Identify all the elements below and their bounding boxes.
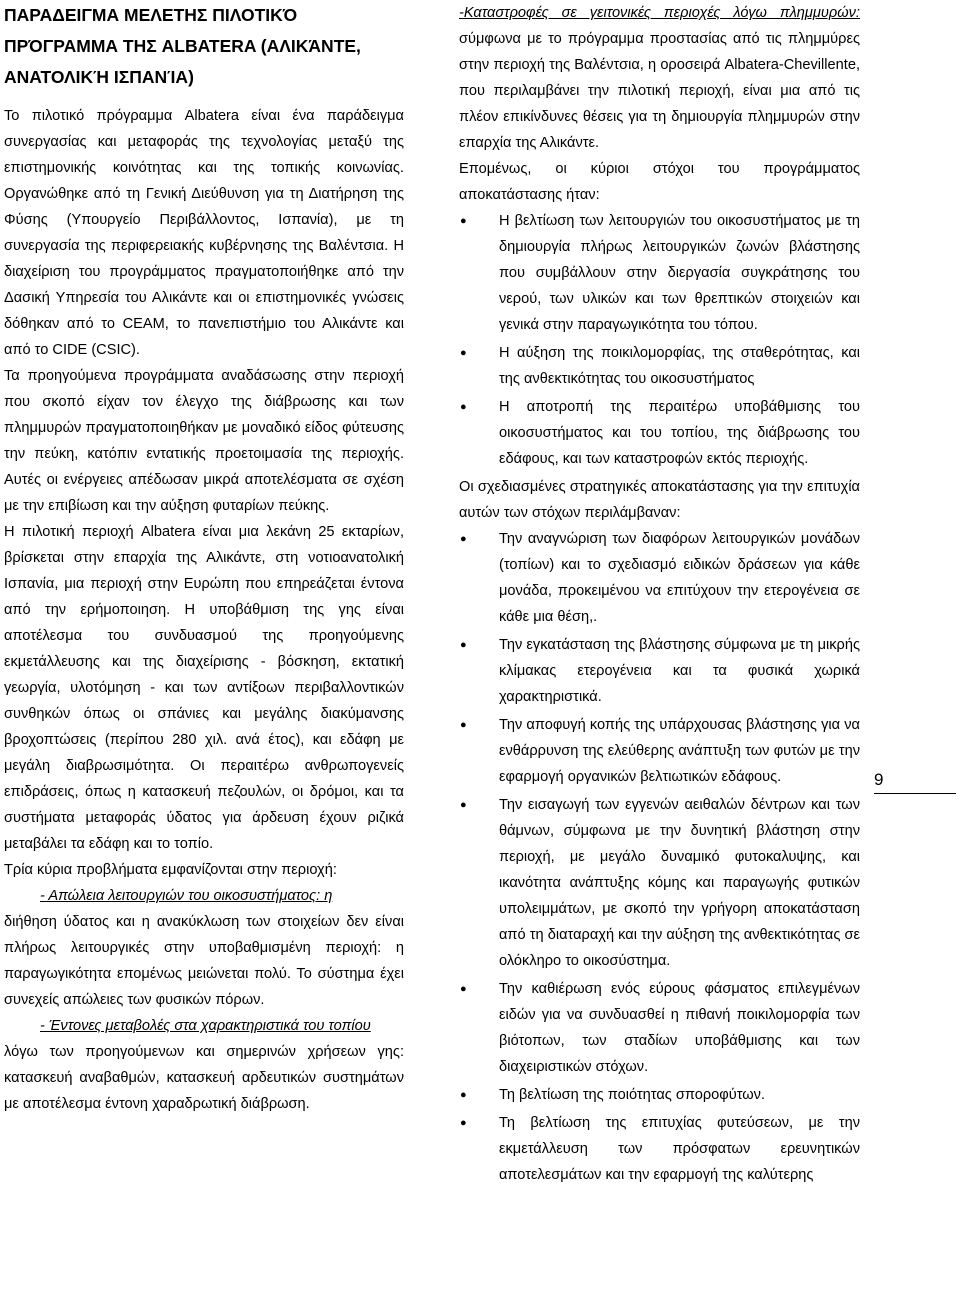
strategy-item: ● Την εισαγωγή των εγγενών αειθαλών δέντρων και των θάμνων, σύμφωνα με την δυνητική βλάστηση στην περιοχή, με μεγάλο δυναμικό φυτοκαλυψης, και ικανότητα ανάπτυξης κόμης και παραγωγής φυτικών υπολειμμάτων, με σκοπό την γρήγορη αποκατάσταση από τη διαταραχή και την αύξηση της ανθεκτικότητας σε ολόκληρο το οικοσύστημα. (459, 792, 860, 974)
right-column (459, 0, 860, 1190)
problems-intro: Τρία κύρια προβλήματα εμφανίζονται στην περιοχή: (4, 862, 337, 878)
title-line-2: ΠΡΌΓΡΑΜΜΑ ΤΗΣ ALBATERA (ΑΛΙΚΆΝΤΕ, ΑΝΑΤΟΛΙΚΉ ΙΣΠΑΝΊΑ) (4, 36, 361, 87)
strategies-list (459, 526, 860, 1188)
strategy-item: ● Την αποφυγή κοπής της υπάρχουσας βλάστησης για να ενθάρρυνση της ελεύθερης ανάπτυξη των φυτών με την εφαρμογή οργανικών βελτιωτικών εδάφους. (459, 712, 860, 790)
page-title (4, 0, 404, 93)
problem-3-heading: -Καταστροφές σε γειτονικές περιοχές λόγω πλημμυρών: (459, 5, 860, 21)
goal-item: ● Η βελτίωση των λειτουργιών του οικοσυστήματος με τη δημιουργία πλήρως λειτουργικών ζωνών βλάστησης που συμβάλλουν στην διεργασία συγκράτησης του νερού, των υλικών και των θρεπτικών στοιχειών και γενικά στην παραγωγικότητα του τόπου. (459, 208, 860, 338)
strategy-item: ● Την εγκατάσταση της βλάστησης σύμφωνα με τη μικρής κλίμακας ετερογένεια και τα φυσικά χωρικά χαρακτηριστικά. (459, 632, 860, 710)
goal-item: ● Η αύξηση της ποικιλομορφίας, της σταθερότητας, και της ανθεκτικότητας του οικοσυστήματος (459, 340, 860, 392)
problem-1-heading: - Απώλεια λειτουργιών του οικοσυστήματος: η (40, 888, 333, 904)
strategy-item: ● Την αναγνώριση των διαφόρων λειτουργικών μονάδων (τοπίων) και το σχεδιασμό ειδικών δράσεων για κάθε μονάδα, προκειμένου να επιτύχουν την ετερογένεια σε κάθε μια θέση,. (459, 526, 860, 630)
page-number: 9 (874, 767, 956, 794)
title-line-1: ΠΑΡΑΔΕΙΓΜΑ ΜΕΛΕΤΗΣ ΠΙΛΟΤΙΚΌ (4, 5, 298, 25)
previous-programs-paragraph: Τα προηγούμενα προγράμματα αναδάσωσης στην περιοχή που σκοπό είχαν τον έλεγχο της διάβρωσης και των πλημμυρών πραγματοποιηθήκαν με μοναδικό είδος φύτευσης την πεύκη, κατόπιν εντατικής προετοιμασία της περιοχής. Αυτές οι ενέργειες απέδωσαν μικρά αποτελέσματα σε σχέση με την επιβίωση και την αύξηση φυταρίων πεύκης. (4, 368, 404, 514)
problem-3-text: σύμφωνα με το πρόγραμμα προστασίας από τις πλημμύρες στην περιοχή της Βαλέντσια, η οροσειρά Albatera-Chevillente, που περιλαμβάνει την πιλοτική περιοχή, είναι μια από τις πλέον επικίνδυνες θέσεις για τη δημιουργία πλημμυρών στην επαρχία της Αλικάντε. (459, 31, 860, 151)
problem-1-text: διήθηση ύδατος και η ανακύκλωση των στοιχείων δεν είναι πλήρως λειτουργικές στην υποβαθμισμένη περιοχή: η παραγωγικότητα επομένως μειώνεται πολύ. Το σύστημα έχει συνεχείς απώλειες των φυσικών πόρων. (4, 914, 404, 1008)
goals-list (459, 208, 860, 472)
strategy-item: ● Την καθιέρωση ενός εύρους φάσματος επιλεγμένων ειδών για να συνδυασθεί η πιθανή ποικιλομορφία των βιότοπων, των σταδίων υποβάθμισης και των διαχειριστικών στόχων. (459, 976, 860, 1080)
goal-item: ● Η αποτροπή της περαιτέρω υποβάθμισης του οικοσυστήματος και του τοπίου, της διάβρωσης του εδάφους, και των καταστροφών εκτός περιοχής. (459, 394, 860, 472)
strategy-item: ● Τη βελτίωση της ποιότητας σποροφύτων. (459, 1082, 860, 1108)
left-column (4, 0, 404, 1117)
problem-2-heading: - Έντονες μεταβολές στα χαρακτηριστικά του τοπίου (40, 1018, 371, 1034)
strategy-item: ● Τη βελτίωση της επιτυχίας φυτεύσεων, με την εκμετάλλευση των πρόσφατων ερευνητικών αποτελεσμάτων και την εφαρμογή της καλύτερης (459, 1110, 860, 1188)
problem-2-text: λόγω των προηγούμενων και σημερινών χρήσεων γης: κατασκευή αναβαθμών, κατασκευή αρδευτικών συστημάτων με αποτέλεσμα έντονη χαραδρωτική διάβρωση. (4, 1044, 404, 1112)
strategies-intro: Οι σχεδιασμένες στρατηγικές αποκατάστασης για την επιτυχία αυτών των στόχων περιλάμβαναν: (459, 479, 860, 521)
pilot-area-paragraph: Η πιλοτική περιοχή Albatera είναι μια λεκάνη 25 εκταρίων, βρίσκεται στην επαρχία της Αλικάντε, στη νοτιοανατολική Ισπανία, μια περιοχή στην Ευρώπη που επηρεάζεται έντονα από την ερήμοποιηση. Η υποβάθμιση της γης είναι αποτέλεσμα του συνδυασμού της προηγούμενης εκμετάλλευσης και της διαχείρισης - βόσκηση, εκτατική γεωργία, υλοτόμηση - και των αντίξοων περιβαλλοντικών συνθηκών όπως οι σπάνιες και μεγάλης διακύμανσης βροχοπτώσεις (περίπου 280 χιλ. ανά έτος), και εδάφη με μεγάλη διαβρωσιμότητα. Οι περαιτέρω ανθρωπογενείς επιδράσεις, όπως η κατασκευή πεζουλών, οι δρόμοι, και τα συστήματα μεταφοράς ύδατος για άρδευση έχουν ριζικά μεταβάλει τα εδάφη και το τοπίο. (4, 524, 404, 852)
goals-intro: Επομένως, οι κύριοι στόχοι του προγράμματος αποκατάστασης ήταν: (459, 161, 860, 203)
intro-paragraph: Το πιλοτικό πρόγραμμα Albatera είναι ένα παράδειγμα συνεργασίας και μεταφοράς της τεχνολογίας μεταξύ της επιστημονικής κοινότητας και της τοπικής κοινωνίας. Οργανώθηκε από τη Γενική Διεύθυνση για τη Διατήρηση της Φύσης (Υπουργείο Περιβάλλοντος, Ισπανία), με τη συνεργασία της περιφερειακής κυβέρνησης της Βαλέντσια. Η διαχείριση του προγράμματος πραγματοποιήθηκε από την Δασική Υπηρεσία του Αλικάντε και οι επιστημονικές γνώσεις δόθηκαν από το CEAM, το πανεπιστήμιο του Αλικάντε και από το CIDE (CSIC). (4, 108, 404, 358)
problem-3-paragraph (459, 0, 860, 156)
